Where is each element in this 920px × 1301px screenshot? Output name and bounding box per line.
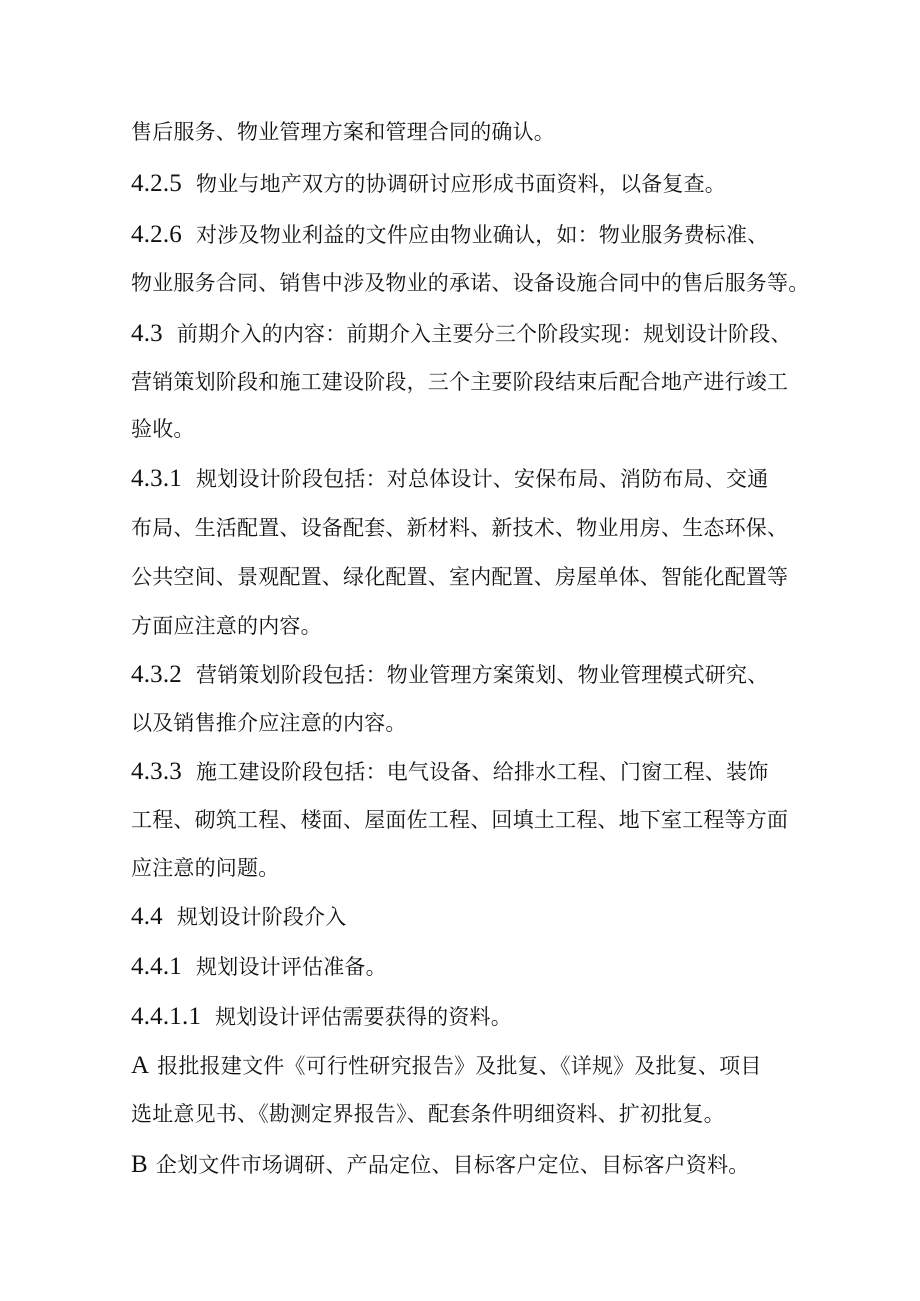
list-item-a [131, 1051, 762, 1081]
section-heading-4-4-1-1 [131, 1002, 512, 1032]
line-text: 报批报建文件《可行性研究报告》及批复、《详规》及批复、项目 [157, 1054, 762, 1078]
list-marker: B [131, 1151, 148, 1178]
section-number: 4.3.3 [131, 758, 182, 785]
section-heading-4-3-2 [131, 660, 768, 690]
section-number: 4.3.2 [131, 661, 182, 688]
line-text: 物业与地产双方的协调研讨应形成书面资料，以备复查。 [196, 172, 726, 196]
line-text: 对涉及物业利益的文件应由物业确认，如：物业服务费标准、 [196, 223, 769, 247]
line-text: 售后服务、物业管理方案和管理合同的确认。 [131, 120, 555, 144]
text-line [131, 513, 788, 543]
text-line [131, 805, 788, 835]
text-line [131, 414, 195, 444]
line-text: 以及销售推介应注意的内容。 [131, 711, 407, 735]
section-heading-4-4-1 [131, 952, 387, 982]
line-text: 规划设计评估需要获得的资料。 [215, 1005, 512, 1029]
text-line [131, 268, 809, 298]
line-text: 验收。 [131, 417, 195, 441]
section-heading-4-3-3 [131, 757, 768, 787]
section-number: 4.3.1 [131, 465, 182, 492]
list-marker: A [131, 1052, 150, 1079]
section-number: 4.2.5 [131, 170, 182, 197]
line-text: 物业服务合同、销售中涉及物业的承诺、设备设施合同中的售后服务等。 [131, 271, 810, 295]
section-heading-4-2-6 [131, 220, 768, 250]
line-text: 前期介入的内容：前期介入主要分三个阶段实现：规划设计阶段、 [176, 322, 792, 346]
text-line [131, 117, 555, 147]
line-text: 营销策划阶段和施工建设阶段，三个主要阶段结束后配合地产进行竣工 [131, 370, 789, 394]
line-text: 施工建设阶段包括：电气设备、给排水工程、门窗工程、装饰 [196, 760, 769, 784]
text-line [131, 1099, 725, 1129]
line-text: 选址意见书、《勘测定界报告》、配套条件明细资料、扩初批复。 [131, 1102, 725, 1126]
line-text: 营销策划阶段包括：物业管理方案策划、物业管理模式研究、 [196, 663, 769, 687]
line-text: 工程、砌筑工程、楼面、屋面佐工程、回填土工程、地下室工程等方面 [131, 808, 789, 832]
text-line [131, 367, 788, 397]
section-number: 4.4.1 [131, 953, 182, 980]
section-number: 4.4 [131, 903, 163, 930]
section-heading-4-3 [131, 319, 792, 349]
section-heading-4-2-5 [131, 169, 726, 199]
line-text: 规划设计阶段介入 [176, 905, 347, 929]
text-line [131, 708, 407, 738]
line-text: 企划文件市场调研、产品定位、目标客户定位、目标客户资料。 [155, 1153, 750, 1177]
section-heading-4-4 [131, 902, 346, 932]
text-line [131, 853, 279, 883]
line-text: 布局、生活配置、设备配套、新材料、新技术、物业用房、生态环保、 [131, 516, 789, 540]
text-line [131, 562, 788, 592]
text-line [131, 611, 322, 641]
section-number: 4.2.6 [131, 221, 182, 248]
list-item-b [131, 1150, 749, 1180]
line-text: 规划设计阶段包括：对总体设计、安保布局、消防布局、交通 [196, 467, 769, 491]
line-text: 规划设计评估准备。 [196, 955, 387, 979]
section-number: 4.4.1.1 [131, 1003, 202, 1030]
line-text: 方面应注意的内容。 [131, 614, 322, 638]
section-heading-4-3-1 [131, 464, 768, 494]
line-text: 公共空间、景观配置、绿化配置、室内配置、房屋单体、智能化配置等 [131, 565, 789, 589]
line-text: 应注意的问题。 [131, 856, 280, 880]
section-number: 4.3 [131, 320, 163, 347]
